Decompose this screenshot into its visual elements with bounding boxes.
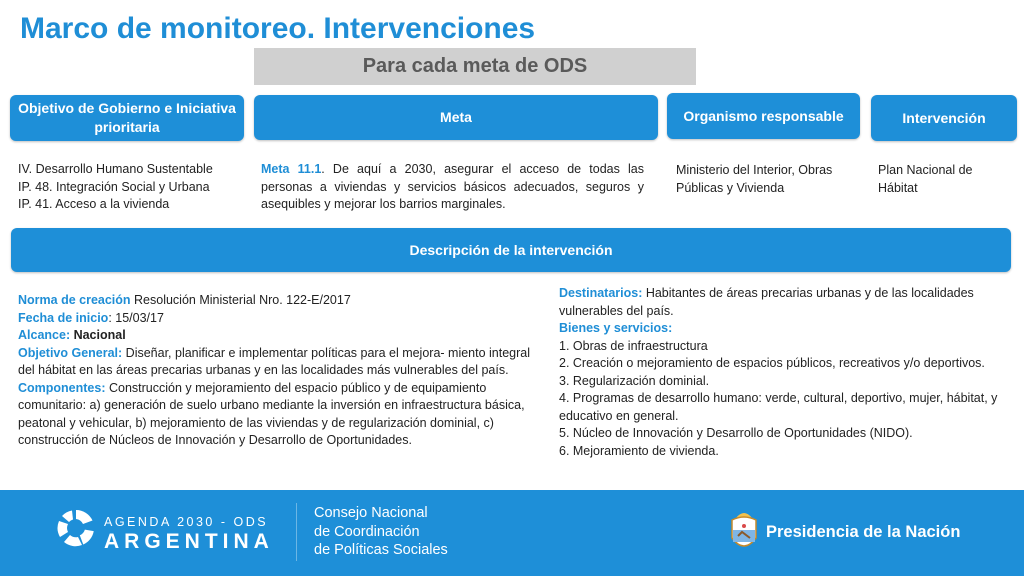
ods-logo-icon <box>56 508 96 548</box>
bienes-item: 5. Núcleo de Innovación y Desarrollo de Oportunidades (NIDO). <box>559 426 913 440</box>
meta-text <box>261 161 644 214</box>
consejo-line-3: de Políticas Sociales <box>314 542 448 558</box>
descripcion-right <box>559 285 1009 460</box>
meta-label: Meta 11.1 <box>261 162 322 176</box>
fecha-row <box>18 310 543 328</box>
objetivo-header: Objetivo de Gobierno e Iniciativa prioritaria <box>10 95 244 141</box>
descripcion-header: Descripción de la intervención <box>11 228 1011 272</box>
descripcion-left <box>18 292 543 450</box>
bienes-item: 2. Creación o mejoramiento de espacios públicos, recreativos y/o deportivos. <box>559 356 985 370</box>
consejo-line-2: de Coordinación <box>314 523 420 540</box>
objetivo-general-label: Objetivo General: <box>18 345 123 360</box>
consejo-label <box>314 504 448 560</box>
objetivo-general-value: Diseñar, planificar e implementar políticas para el mejora- miento integral del hábitat en las áreas precarias urbanas y en las localidades más vulnerables del país. <box>18 345 531 377</box>
agenda-label: AGENDA 2030 - ODS <box>104 515 269 529</box>
organismo-text: Ministerio del Interior, Obras Públicas y Vivienda <box>676 163 833 195</box>
objetivo-text <box>18 161 248 214</box>
destinatarios-label: Destinatarios: <box>559 286 643 300</box>
coat-of-arms-icon <box>728 508 760 554</box>
norma-row <box>18 292 543 310</box>
objetivo-line-2: IP. 48. Integración Social y Urbana <box>18 179 210 194</box>
bienes-item: 3. Regularización dominial. <box>559 373 710 388</box>
destinatarios-value: Habitantes de áreas precarias urbanas y de las localidades vulnerables del país. <box>559 286 974 318</box>
componentes-value: Construcción y mejoramiento del espacio público y de equipamiento comunitario: a) generación de suelo urbano mediante la inversión en infraestructura básica, peatonal y vehicular, b) mejoramiento de las viviendas y de regularización dominial, c) construcción de Núcleos de Innovación y Desarrollo de Oportunidades. <box>18 380 525 447</box>
alcance-row <box>18 327 543 345</box>
meta-description: . De aquí a 2030, asegurar el acceso de todas las personas a viviendas y servicios básicos adecuados, seguros y asequibles y mejorar los barrios marginales. <box>261 162 645 211</box>
destinatarios-row <box>559 285 1009 320</box>
subtitle-banner: Para cada meta de ODS <box>254 48 696 85</box>
bienes-item: 6. Mejoramiento de vivienda. <box>559 443 719 458</box>
norma-label: Norma de creación <box>18 293 131 307</box>
argentina-label: ARGENTINA <box>104 530 274 553</box>
consejo-line-1: Consejo Nacional <box>314 505 428 521</box>
bienes-item: 1. Obras de infraestructura <box>559 338 708 353</box>
intervencion-text: Plan Nacional de Hábitat <box>878 163 973 195</box>
alcance-label: Alcance: <box>18 328 71 342</box>
objetivo-line-1: IV. Desarrollo Humano Sustentable <box>18 162 213 176</box>
bienes-item: 4. Programas de desarrollo humano: verde, cultural, deportivo, mujer, hábitat, y educativo en general. <box>559 391 998 423</box>
bienes-label: Bienes y servicios: <box>559 321 673 335</box>
componentes-row <box>18 380 543 450</box>
footer-divider <box>296 503 297 561</box>
norma-value: Resolución Ministerial Nro. 122-E/2017 <box>130 293 351 307</box>
alcance-value: Nacional <box>70 328 126 342</box>
page-title: Marco de monitoreo. Intervenciones <box>20 12 536 45</box>
intervencion-header: Intervención <box>871 95 1017 141</box>
meta-header: Meta <box>254 95 658 140</box>
presidencia-label: Presidencia de la Nación <box>766 523 961 541</box>
fecha-value: : 15/03/17 <box>108 310 164 325</box>
objetivo-general-row <box>18 345 543 380</box>
organismo-header: Organismo responsable <box>667 93 860 139</box>
componentes-label: Componentes: <box>18 380 106 395</box>
objetivo-line-3: IP. 41. Acceso a la vivienda <box>18 197 170 211</box>
fecha-label: Fecha de inicio <box>18 310 109 325</box>
